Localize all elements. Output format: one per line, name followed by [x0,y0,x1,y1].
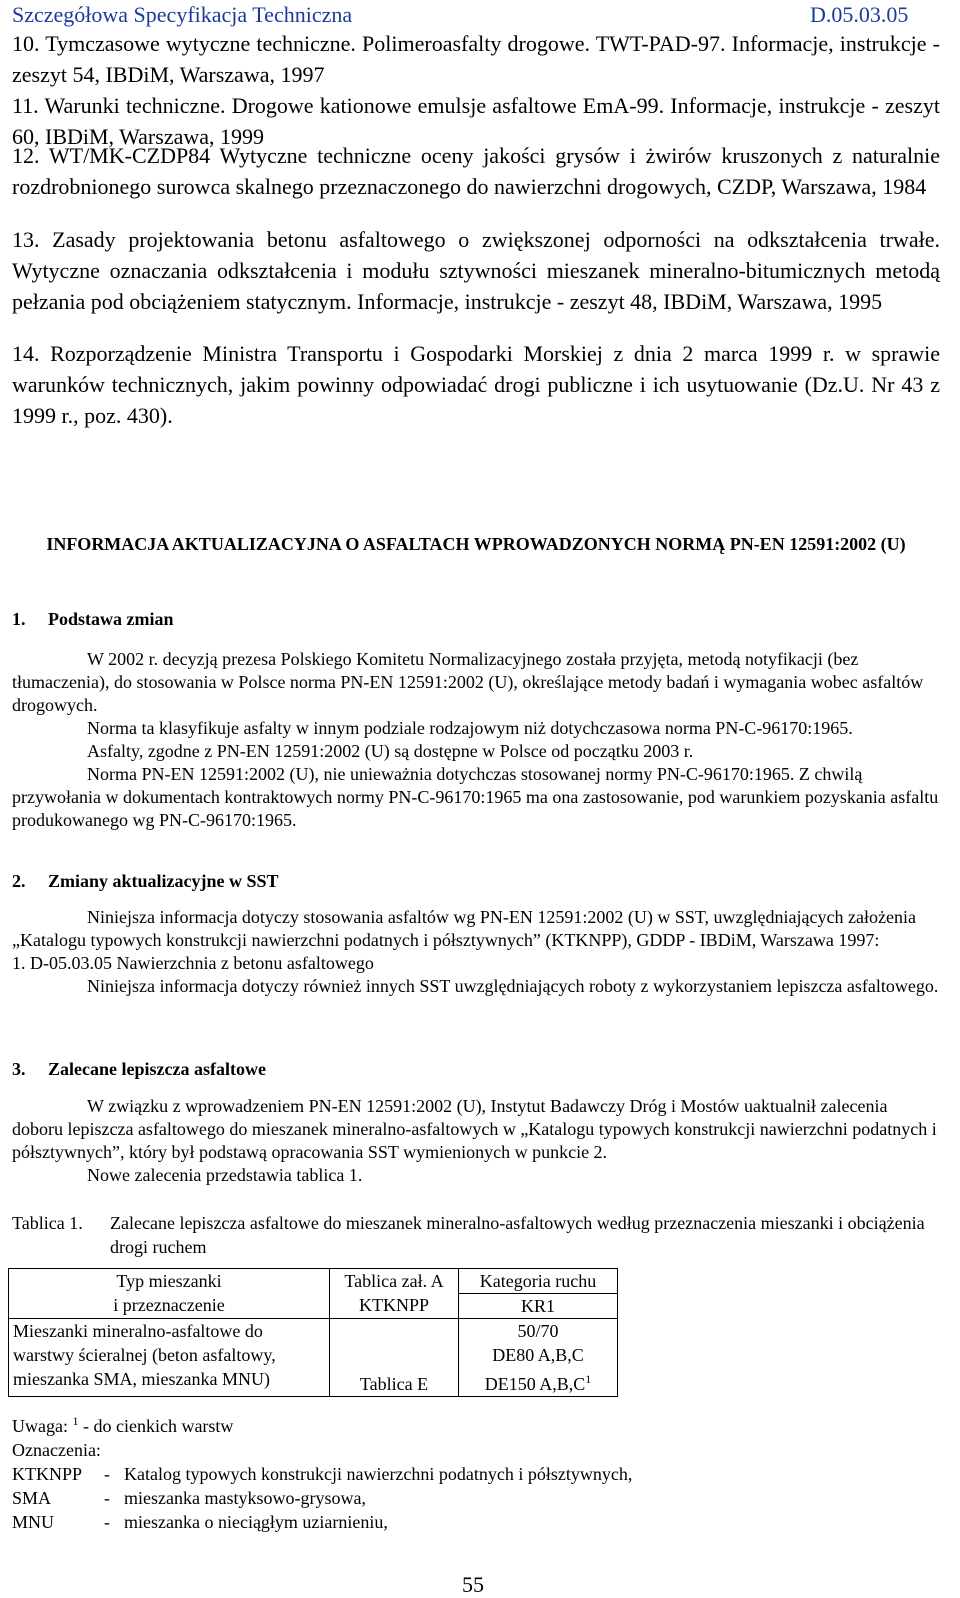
header-text: Typ mieszanki [116,1271,222,1291]
note-text: - do cienkich warstw [78,1416,234,1436]
header-text: KR1 [520,1296,555,1316]
footnote-marker: 1 [585,1372,592,1386]
reference-number: 14. [12,341,40,366]
table-caption-text: Zalecane lepiszcza asfaltowe do mieszanek mineralno-asfaltowych według przeznaczenia mieszanki i obciążenia drogi ruchem [110,1213,925,1257]
reference-text: Zasady projektowania betonu asfaltowego o zwiększonej odporności na odkształcenia trwałe. Wytyczne oznaczania odkształcenia i modułu sztywności mieszanek mineralno-bitumicznych metodą pełzania pod obciążeniem statycznym. Informacje, instrukcje - zeszyt 48, IBDiM, Warszawa, 1995 [12,227,941,314]
reference-item [12,28,940,90]
legend-row [12,1462,632,1486]
paragraph: Asfalty, zgodne z PN-EN 12591:2002 (U) są dostępne w Polsce od początku 2003 r. [87,741,694,761]
legend-row [12,1486,632,1510]
cell-text: Tablica E [359,1374,429,1394]
legend-text: mieszanka mastyksowo-grysowa, [124,1488,366,1508]
reference-number: 10. [12,31,40,56]
cell-value: DE150 A,B,C [484,1374,586,1394]
paragraph: W 2002 r. decyzją prezesa Polskiego Komitetu Normalizacyjnego została przyjęta, metodą notyfikacji (bez tłumaczenia), do stosowania w Polsce norma PN-EN 12591:2002 (U), określające metody badań i wymagania wobec asfaltów drogowych. [12,649,924,715]
header-text: Tablica zał. A [344,1271,444,1291]
page-header-code: D.05.03.05 [810,2,909,27]
section-title: Podstawa zmian [48,609,174,629]
section-heading [12,609,174,630]
legend-dash: - [104,1488,110,1508]
legend-heading: Oznaczenia: [12,1440,101,1460]
reference-text: Rozporządzenie Ministra Transportu i Gospodarki Morskiej z dnia 2 marca 1999 r. w sprawie warunków technicznych, jakim powinny odpowiadać drogi publiczne i ich usytuowanie (Dz.U. Nr 43 z 1999 r., poz. 430). [12,341,941,428]
section-body [12,906,940,998]
legend-abbr: MNU [12,1512,55,1532]
reference-item [12,224,940,317]
cell-text: warstwy ścieralnej (beton asfaltowy, [13,1345,276,1365]
reference-item [12,140,940,202]
paragraph: Norma PN-EN 12591:2002 (U), nie unieważnia dotychcza​s stosowanej normy PN-C-96170:1965. Z chwilą przywołania w dokumentach kontraktowych normy PN-C-96170:1965 ma ona zastosowanie, pod warunkiem pozyskania asfaltu produkowanego wg PN-C-96170:1965. [12,764,939,830]
reference-item [12,338,940,431]
reference-text: WT/MK-CZDP84 Wytyczne techniczne oceny jakości grysów i żwirów kruszonych z naturalnie rozdrobnionego surowca skalnego przeznaczonego do nawierzchni drogowych, CZDP, Warszawa, 1984 [12,143,940,199]
info-title: INFORMACJA AKTUALIZACYJNA O ASFALTACH WPROWADZONYCH NORMĄ PN-EN 12591:2002 (U) [46,534,906,554]
section-title: Zmiany aktualizacyjne w SST [48,871,279,891]
paragraph: Nowe zalecenia przedstawia tablica 1. [87,1165,363,1185]
note-line [12,1409,632,1438]
paragraph: Norma ta klasyfikuje asfalty w innym podziale rodzajowym niż dotychczasowa norma PN-C-96170:1965. [87,718,853,738]
table-header-cell [330,1269,459,1319]
page-header-title: Szczegółowa Specyfikacja Techniczna [12,2,353,27]
section-number: 1. [12,609,26,629]
table-header-row [9,1269,618,1319]
section-title: Zalecane lepiszcza asfaltowe [48,1059,266,1079]
legend-dash: - [104,1464,110,1484]
cell-text: DE80 A,B,C [492,1345,584,1365]
cell-text [463,1367,613,1396]
header-text: KTKNPP [358,1295,429,1315]
legend-dash: - [104,1512,110,1532]
reference-number: 13. [12,227,40,252]
legend-abbr: KTKNPP [12,1464,83,1484]
section-heading [12,1059,266,1080]
table-row [9,1319,618,1397]
page-number: 55 [462,1572,484,1597]
paragraph: Niniejsza informacja dotyczy również innych SST uwzględniających roboty z wykorzystaniem lepiszcza asfaltowego. [87,976,939,996]
table-caption [12,1211,940,1259]
reference-number: 11. [12,93,39,118]
section-body [12,1095,940,1187]
reference-text: Tymczasowe wytyczne techniczne. Polimeroasfalty drogowe. TWT-PAD-97. Informacje, instrukcje - zeszyt 54, IBDiM, Warszawa, 1997 [12,31,940,87]
section-heading [12,871,279,892]
legend-text: Katalog typowych konstrukcji nawierzchni podatnych i półsztywnych, [124,1464,633,1484]
footnote-marker: 1 [72,1414,79,1428]
legend-row [12,1510,632,1534]
cell-text: mieszanka SMA, mieszanka MNU) [13,1369,270,1389]
section-number: 3. [12,1059,26,1079]
note-label: Uwaga: [12,1416,73,1436]
header-text: Kategoria ruchu [459,1269,617,1294]
table-cell [330,1319,459,1397]
legend-text: mieszanka o nieciągłym uziarnieniu, [124,1512,388,1532]
section-body [12,648,940,832]
header-text: i przeznaczenie [113,1295,225,1315]
paragraph: W związku z wprowadzeniem PN-EN 12591:2002 (U), Instytut Badawczy Dróg i Mostów uaktualnił zalecenia doboru lepiszcza asfaltowego do mieszanek mineralno-asfaltowych w „Katalogu typowych konstrukcji nawierzchni podatnych i półsztywnych”, który był podstawą opracowania SST wymienionych w punkcie 2. [12,1096,937,1162]
cell-text: 50/70 [517,1321,559,1341]
reference-number: 12. [12,143,40,168]
section-number: 2. [12,871,26,891]
table-header-cell [9,1269,330,1319]
binder-table [8,1268,618,1397]
table-cell [459,1319,618,1397]
reference-text: Warunki techniczne. Drogowe kationowe emulsje asfaltowe EmA-99. Informacje, instrukcje - zeszyt 60, IBDiM, Warszawa, 1999 [12,93,940,149]
table-header-cell [459,1269,618,1319]
table-notes [12,1409,632,1534]
table-cell [9,1319,330,1397]
cell-text: Mieszanki mineralno-asfaltowe do [13,1321,263,1341]
list-item: 1. D-05.03.05 Nawierzchnia z betonu asfaltowego [12,953,374,973]
legend-abbr: SMA [12,1488,52,1508]
paragraph: Niniejsza informacja dotyczy stosowania asfaltów wg PN-EN 12591:2002 (U) w SST, uwzględniających założenia „Katalogu typowych konstrukcji nawierzchni podatnych i półsztywnych” (KTKNPP), GDDP - IBDiM, Warszawa 1997: [12,907,916,950]
table-label: Tablica 1. [12,1213,83,1233]
